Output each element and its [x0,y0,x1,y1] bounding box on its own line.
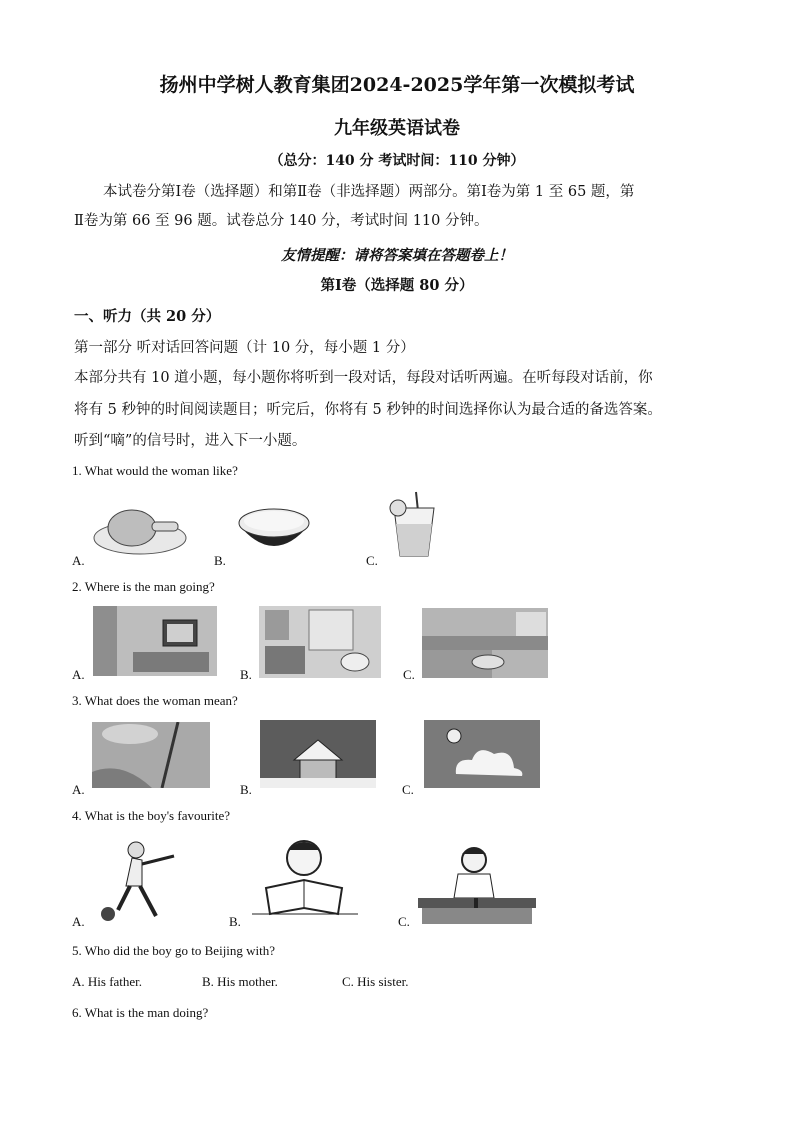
rainy-windy-image [92,722,210,788]
q3-option-b: B. [240,782,252,797]
q2-option-b: B. [240,667,252,682]
intro-line-2: Ⅱ卷为第 66 至 96 题。试卷总分 140 分，考试时间 110 分钟。 [74,213,489,229]
part-1-desc-3: 听到“嘀”的信号时，进入下一小题。 [74,433,307,449]
question-3: 3. What does the woman mean? [72,693,238,708]
living-room-image [93,606,217,676]
boy-ping-pong-image [418,846,536,926]
intro-line-1: 本试卷分第Ⅰ卷（选择题）和第Ⅱ卷（非选择题）两部分。第Ⅰ卷为第 1 至 65 题，第 [103,184,635,200]
q4-option-c: C. [398,914,410,929]
question-5: 5. Who did the boy go to Beijing with? [72,943,276,958]
kitchen-image [422,608,548,678]
chicken-leg-plate-image [92,500,192,558]
q5-option-b: B. His mother. [202,974,278,989]
part-1-heading: 第一部分 听对话回答问题（计 10 分，每小题 1 分） [74,340,415,356]
q5-option-a: A. His father. [72,974,143,989]
q4-option-a: A. [72,914,85,929]
q2-option-c: C. [403,667,415,682]
q1-option-a: A. [72,553,85,568]
q4-option-b: B. [229,914,241,929]
q3-option-a: A. [72,782,85,797]
boy-soccer-image [96,840,180,924]
q1-option-b: B. [214,553,226,568]
snowy-house-image [260,720,376,788]
part-1-desc-2: 将有 5 秒钟的时间阅读题目；听完后，你将有 5 秒钟的时间选择你认为最合适的备选答案。 [74,402,662,418]
juice-glass-image [386,490,442,560]
question-4: 4. What is the boy's favourite? [72,808,231,823]
bathroom-image [259,606,381,678]
part-1-desc-1: 本部分共有 10 道小题，每小题你将听到一段对话，每段对话听两遍。在听每段对话前，你 [74,370,653,386]
question-2: 2. Where is the man going? [72,579,215,594]
boy-reading-image [252,836,358,916]
q3-option-c: C. [402,782,414,797]
volume-1-heading: 第Ⅰ卷（选择题 80 分） [320,277,474,294]
exam-title: 扬州中学树人教育集团2024-2025学年第一次模拟考试 [159,74,635,96]
q1-option-c: C. [366,553,378,568]
q2-option-a: A. [72,667,85,682]
exam-subtitle: 九年级英语试卷 [334,118,460,139]
rice-bowl-image [235,497,313,563]
section-listening-heading: 一、听力（共 20 分） [74,308,221,325]
q5-option-c: C. His sister. [342,974,409,989]
question-6: 6. What is the man doing? [72,1005,209,1020]
question-1: 1. What would the woman like? [72,463,238,478]
sunny-cloud-image [424,720,540,788]
score-time-line: （总分：140 分 考试时间：110 分钟） [269,153,525,169]
reminder: 友情提醒：请将答案填在答题卷上！ [281,247,513,264]
